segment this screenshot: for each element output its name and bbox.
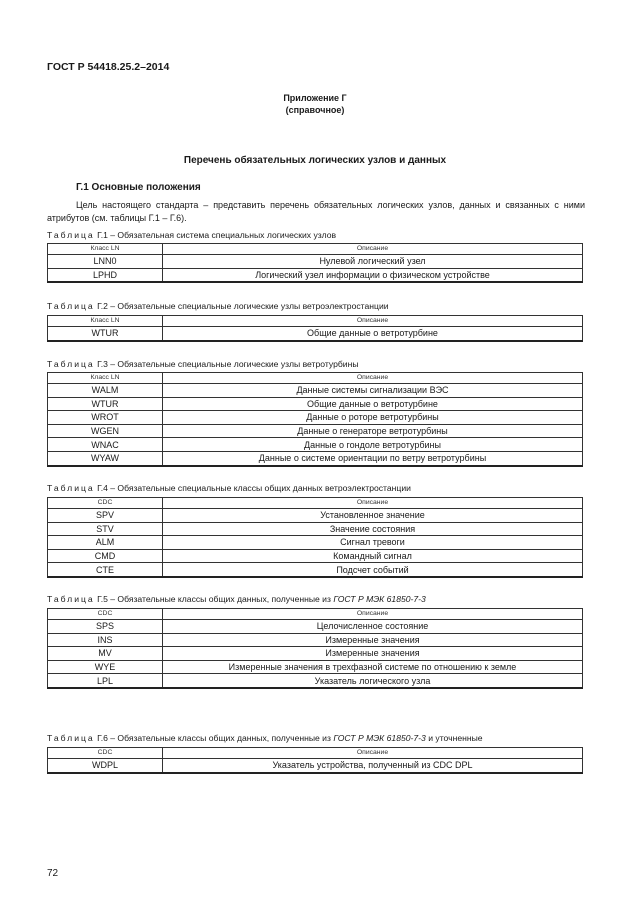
table-row (48, 327, 583, 341)
cell-code: INS (48, 633, 163, 647)
table-row (48, 660, 583, 674)
table-row (48, 633, 583, 647)
cell-description: Общие данные о ветротурбине (163, 327, 583, 341)
cell-description: Целочисленное состояние (163, 620, 583, 634)
table-row (48, 536, 583, 550)
cell-code: WDPL (48, 759, 163, 773)
cell-description: Измеренные значения (163, 633, 583, 647)
table-row (48, 451, 583, 465)
column-header: Описание (163, 316, 583, 327)
cell-description: Измеренные значения (163, 647, 583, 661)
caption-text: Г.6 – Обязательные классы общих данных, полученные из (94, 733, 334, 743)
column-header: CDC (48, 748, 163, 759)
caption-label: Таблица (47, 594, 95, 604)
table-row (48, 438, 583, 452)
table-g4 (47, 497, 583, 578)
cell-description: Логический узел информации о физическом устройстве (163, 268, 583, 282)
table-g6 (47, 747, 583, 774)
cell-description: Данные о генераторе ветротурбины (163, 424, 583, 438)
cell-description: Сигнал тревоги (163, 536, 583, 550)
cell-code: WROT (48, 411, 163, 425)
column-header: Класс LN (48, 244, 163, 255)
table-caption (47, 359, 359, 369)
table-caption (47, 733, 483, 743)
cell-description: Указатель устройства, полученный из CDC DPL (163, 759, 583, 773)
cell-description: Установленное значение (163, 509, 583, 523)
cell-code: ALM (48, 536, 163, 550)
table-caption (47, 301, 389, 311)
cell-code: WTUR (48, 327, 163, 341)
table-g2 (47, 315, 583, 342)
caption-label: Таблица (47, 230, 95, 240)
appendix-title: Приложение Г (283, 93, 347, 103)
cell-code: LPHD (48, 268, 163, 282)
table-row (48, 549, 583, 563)
cell-code: WYE (48, 660, 163, 674)
table-row (48, 759, 583, 773)
column-header: Описание (163, 498, 583, 509)
cell-code: WGEN (48, 424, 163, 438)
table-caption (47, 483, 411, 493)
cell-description: Данные о системе ориентации по ветру ветротурбины (163, 451, 583, 465)
cell-code: WYAW (48, 451, 163, 465)
intro-paragraph: Цель настоящего стандарта – представить перечень обязательных логических узлов, данных и связанных с ними атрибутов (см. таблицы Г.1 – Г.6). (47, 200, 585, 223)
table-row (48, 411, 583, 425)
column-header: Описание (163, 373, 583, 384)
cell-code: WTUR (48, 397, 163, 411)
table-g3 (47, 372, 583, 467)
table-row (48, 255, 583, 269)
table-row (48, 647, 583, 661)
page-number: 72 (47, 868, 59, 879)
column-header: Класс LN (48, 373, 163, 384)
main-title: Перечень обязательных логических узлов и данных (183, 155, 447, 166)
table-row (48, 424, 583, 438)
cell-description: Измеренные значения в трехфазной системе по отношению к земле (163, 660, 583, 674)
cell-description: Данные о роторе ветротурбины (163, 411, 583, 425)
section-title: Г.1 Основные положения (76, 182, 201, 193)
column-header: Класс LN (48, 316, 163, 327)
cell-code: LPL (48, 674, 163, 688)
column-header: Описание (163, 609, 583, 620)
cell-code: CTE (48, 563, 163, 577)
column-header: Описание (163, 748, 583, 759)
caption-reference: ГОСТ Р МЭК 61850-7-3 (333, 594, 426, 604)
caption-label: Таблица (47, 301, 95, 311)
table-caption (47, 230, 336, 240)
table-g5 (47, 608, 583, 689)
cell-code: WALM (48, 384, 163, 398)
caption-text: Г.5 – Обязательные классы общих данных, полученные из (94, 594, 334, 604)
cell-description: Указатель логического узла (163, 674, 583, 688)
table-row (48, 509, 583, 523)
caption-label: Таблица (47, 359, 95, 369)
table-row (48, 674, 583, 688)
cell-code: WNAC (48, 438, 163, 452)
cell-code: SPS (48, 620, 163, 634)
caption-label: Таблица (47, 733, 95, 743)
caption-suffix: и уточненные (425, 733, 483, 743)
table-row (48, 522, 583, 536)
cell-code: MV (48, 647, 163, 661)
caption-label: Таблица (47, 483, 95, 493)
table-g1 (47, 243, 583, 283)
cell-code: STV (48, 522, 163, 536)
caption-text: Г.3 – Обязательные специальные логические узлы ветротурбины (94, 359, 359, 369)
cell-description: Подсчет событий (163, 563, 583, 577)
table-row (48, 563, 583, 577)
appendix-subtitle: (справочное) (285, 105, 345, 115)
cell-description: Общие данные о ветротурбине (163, 397, 583, 411)
cell-description: Нулевой логический узел (163, 255, 583, 269)
caption-text: Г.1 – Обязательная система специальных логических узлов (94, 230, 337, 240)
cell-description: Значение состояния (163, 522, 583, 536)
caption-text: Г.2 – Обязательные специальные логические узлы ветроэлектростанции (94, 301, 389, 311)
caption-text: Г.4 – Обязательные специальные классы общих данных ветроэлектростанции (94, 483, 411, 493)
table-row (48, 397, 583, 411)
cell-description: Командный сигнал (163, 549, 583, 563)
table-caption (47, 594, 426, 604)
column-header: Описание (163, 244, 583, 255)
table-row (48, 384, 583, 398)
table-row (48, 620, 583, 634)
cell-code: SPV (48, 509, 163, 523)
table-row (48, 268, 583, 282)
standard-header: ГОСТ Р 54418.25.2–2014 (47, 61, 170, 73)
cell-description: Данные системы сигнализации ВЭС (163, 384, 583, 398)
cell-code: CMD (48, 549, 163, 563)
caption-reference: ГОСТ Р МЭК 61850-7-3 (333, 733, 426, 743)
cell-code: LNN0 (48, 255, 163, 269)
cell-description: Данные о гондоле ветротурбины (163, 438, 583, 452)
column-header: CDC (48, 609, 163, 620)
column-header: CDC (48, 498, 163, 509)
